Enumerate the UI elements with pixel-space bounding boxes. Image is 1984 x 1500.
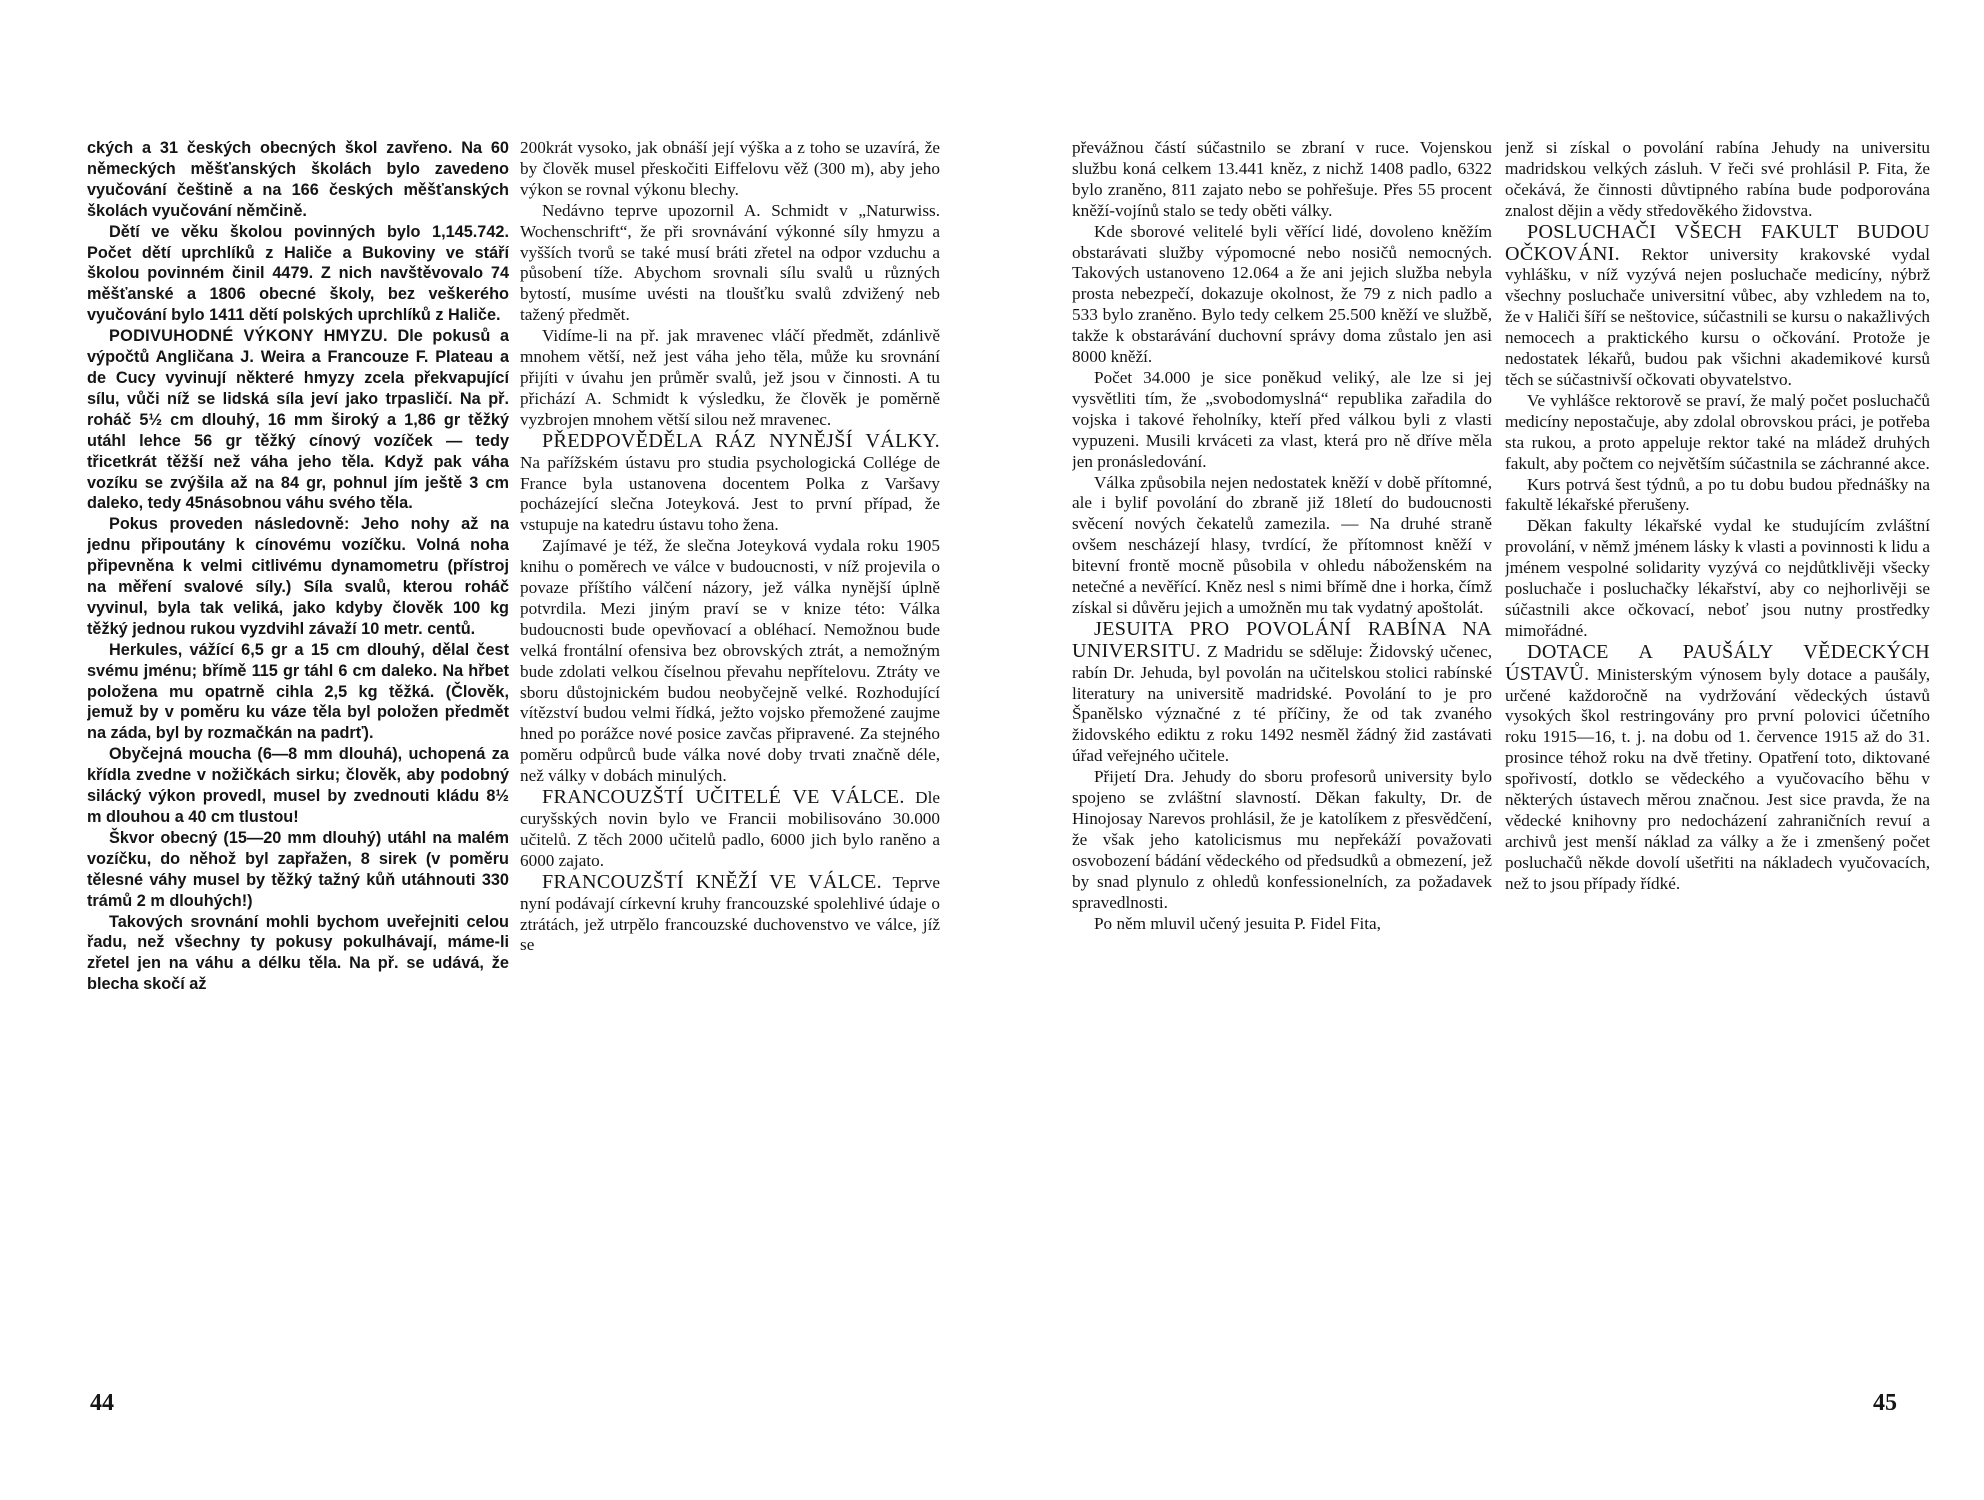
right-page-column-2 xyxy=(1505,138,1930,1388)
body-paragraph: Vidíme-li na př. jak mravenec vláčí předmět, zdánlivě mnohem větší, než jest váha jeho těla, může ku srovnání přijíti v úvahu jen průměr svalů, jež jsou v činnosti. A tu přichází A. Schmidt k výsledku, že člověk je poměrně vyzbrojen mnohem větší silou než mravenec. xyxy=(520,326,940,429)
article-text: Dle curyšských novin bylo ve Francii mobilisováno 30.000 učitelů. Z těch 2000 učitelů padlo, 6000 jich bylo raněno a 6000 zajato. xyxy=(520,788,940,870)
body-paragraph: Škvor obecný (15—20 mm dlouhý) utáhl na malém vozíčku, do něhož byl zapřažen, 8 sirek (v poměru tělesné váhy musel by těžký tažný kůň utáhnouti 330 trámů 2 m dlouhých!) xyxy=(87,828,509,910)
article-paragraph xyxy=(1072,619,1492,767)
body-paragraph: Nedávno teprve upozornil A. Schmidt v „Naturwiss. Wochenschrift“, že při srovnávání výkonné síly hmyzu a vyšších tvorů se také musí bráti zřetel na odpor vzduchu a působení tíže. Abychom srovnali sílu svalů u různých bytostí, musíme uvésti na tloušťku svalů zdvižený neb tažený předmět. xyxy=(520,200,940,325)
article-heading: PŘEDPOVĚDĚLA RÁZ NYNĚJŠÍ VÁLKY. xyxy=(542,429,940,452)
article-paragraph xyxy=(87,326,509,514)
article-text: Dle pokusů a výpočtů Angličana J. Weira a Francouze F. Plateau a de Cucy vyvinují některé hmyzy zcela překvapující sílu, vůči níž se lidská síla jeví jako trpasličí. Na př. roháč 5½ cm dlouhý, 16 mm široký a 1,86 gr těžký utáhl lehce 56 gr těžký cínový vozíček — tedy třicetkrát těžší než váha jeho těla. Když pak váha vozíku se zvýšila až na 84 gr, pohnul jím ještě 3 cm daleko, tedy 45násobnou váhu svého těla. xyxy=(87,327,509,513)
continued-paragraph: převážnou částí súčastnilo se zbraní v ruce. Vojenskou službu koná celkem 13.441 kněz, z nichž 1408 padlo, 6322 bylo zraněno, 811 zajato nebo se pohřešuje. Přes 55 procent kněží-vojínů stalo se tedy oběti války. xyxy=(1072,138,1492,220)
article-heading: FRANCOUZŠTÍ UČITELÉ VE VÁLCE. xyxy=(542,786,905,809)
article-paragraph xyxy=(1505,222,1930,391)
right-page-column-1 xyxy=(1072,138,1492,1388)
article-text: Na pařížském ústavu pro studia psychologická Collége de France byla ustanovena docentem Polka z Varšavy pocházející slečna Joteyková. Jest to první případ, že vstupuje na katedru ústavu toho žena. xyxy=(520,452,940,535)
body-paragraph: Počet 34.000 je sice poněkud veliký, ale lze si jej vysvětliti tím, že „svobodomyslná“ republika zařadila do vojska i takové řeholníky, kteří před válkou byli z vlasti vypuzeni. Musili krváceti za vlast, která pro ně dříve měla jen pronásledování. xyxy=(1072,367,1492,471)
body-paragraph: Válka způsobila nejen nedostatek kněží v době přítomné, ale i bylif povolání do zbraně již 18letí do budoucnosti svěcení nových čekatelů zamezila. — Na druhé straně ovšem nescházejí hlasy, tvrdící, že přítomnost kněží v bitevní frontě mocně působila v ohledu náboženském na netečné a nevěřící. Kněz nesl s nimi břímě dne i horka, čímž získal si důvěru jejich a umožněn mu tak vydatný apoštolát. xyxy=(1072,472,1492,617)
article-paragraph xyxy=(520,787,940,872)
body-paragraph: Pokus proveden následovně: Jeho nohy až na jednu připoutány k cínovému vozíčku. Volná noha připevněna k velmi citlivému dynamometru (přístroj na měření svalové síly.) Síla svalů, kterou roháč vyvinul, byla tak veliká, jako kdyby člověk 100 kg těžký jednou rukou vyzdvihl závaží 10 metr. centů. xyxy=(87,515,509,638)
body-paragraph: Takových srovnání mohli bychom uveřejniti celou řadu, než všechny ty pokusy pokulhávají, máme-li zřetel jen na váhu a délku těla. Na př. se udává, že blecha skočí až xyxy=(87,912,509,994)
article-text: Z Madridu se sděluje: Židovský učenec, rabín Dr. Jehuda, byl povolán na učitelskou stolici rabínské literatury na universitě madridské. Povolání to je pro Španělsko význačné z té příčiny, že od tak zvaného židovského ediktu z roku 1492 nesměl žádný žid zastávati úřad veřejného učitele. xyxy=(1072,641,1492,766)
article-heading: JESUITA PRO POVOLÁNÍ RABÍNA NA UNIVERSITU. xyxy=(1072,617,1492,662)
article-paragraph xyxy=(520,872,940,957)
continued-paragraph: jenž si získal o povolání rabína Jehudy na universitu madridskou velkých zásluh. V řeči své prohlásil P. Fita, že očekává, že činnosti důvtipného rabína bude podporována znalost dějin a vědy středověkého židovstva. xyxy=(1505,138,1930,220)
body-paragraph: Přijetí Dra. Jehudy do sboru profesorů university bylo spojeno se zvláštní slavností. Děkan fakulty, Dr. de Hinojosay Narevos prohlásil, že je katolíkem z přesvědčení, že však jeho katolicismus mu nepřekáží považovati osvobození bádání vědeckého od předsudků a obmezení, jež by snad plynulo z ohledů konfessionelních, za požadavek spravedlnosti. xyxy=(1072,767,1492,912)
article-heading: FRANCOUZŠTÍ KNĚŽÍ VE VÁLCE. xyxy=(542,870,882,893)
page-number-left: 44 xyxy=(90,1390,114,1416)
article-text: Teprve nyní podávají církevní kruhy francouzské spolehlivé údaje o ztrátách, jež utrpělo francouzské duchovenstvo ve válce, jíž se xyxy=(520,872,940,955)
body-paragraph: Dětí ve věku školou povinných bylo 1,145.742. Počet dětí uprchlíků z Haliče a Bukoviny ve stáří školou povinném činil 4479. Z nich navštěvovalo 74 měšťanské a 1806 obecné školy, bez veškerého vyučování bylo 1411 dětí polských uprchlíků z Haliče. xyxy=(87,222,509,325)
article-paragraph xyxy=(520,431,940,537)
body-paragraph: Děkan fakulty lékařské vydal ke studujícím zvláštní provolání, v němž jménem lásky k vlasti a povinnosti k lidu a jménem vespolné solidarity vyzývá co nejdůtklivěji všecky posluchače i posluchačky lékařství, aby co nejhorlivěji se súčastnili akce očkovací, neboť jsou nutny prostředky mimořádné. xyxy=(1505,516,1930,640)
page-number-right: 45 xyxy=(1873,1390,1897,1416)
left-page-column-2 xyxy=(520,138,940,1388)
body-paragraph: Kde sborové velitelé byli věřící lidé, dovoleno kněžím obstarávati služby výpomocné nebo nosičů nemocných. Takových ustanoveno 12.064 a že ani jejich služba nebyla prosta nebezpečí, dokazuje okolnost, že 79 z nich padlo a 533 bylo zraněno. Bylo tedy celkem 25.500 kněží ve službě, takže k obstarávání duchovní správy doma zůstalo jen asi 8000 kněží. xyxy=(1072,221,1492,367)
article-heading: POSLUCHAČI VŠECH FAKULT BUDOU OČKOVÁNI. xyxy=(1505,220,1930,265)
body-paragraph: Kurs potrvá šest týdnů, a po tu dobu budou přednášky na fakultě lékařské přerušeny. xyxy=(1505,474,1930,515)
article-text: Rektor university krakovské vydal vyhlášku, v níž vyzývá nejen posluchače medicíny, nýbrž všechny posluchače universitní vůbec, aby vzhledem na to, že v Haliči šíří se neštovice, súčastnili se kursu o nakažlivých nemocech a praktického kursu o očkování. Protože je nedostatek lékařů, budou pak všichni akademikové kursů těch se súčastnivší očkovati obyvatelstvo. xyxy=(1505,244,1930,389)
body-paragraph: Obyčejná moucha (6—8 mm dlouhá), uchopená za křídla zvedne v nožičkách sirku; člověk, aby podobný silácký výkon provedl, musel by zvednouti kládu 8½ m dlouhou a 40 cm tlustou! xyxy=(87,745,509,826)
continued-paragraph: 200krát vysoko, jak obnáší její výška a z toho se uzavírá, že by člověk musel přeskočiti Eiffelovu věž (300 m), aby jeho výkon se rovnal výkonu blechy. xyxy=(520,138,940,199)
article-paragraph xyxy=(1505,642,1930,895)
left-page-column-1 xyxy=(87,138,509,1388)
article-heading: DOTACE A PAUŠÁLY VĚDECKÝCH ÚSTAVŮ. xyxy=(1505,640,1930,685)
article-heading: PODIVUHODNÉ VÝKONY HMYZU. xyxy=(109,327,388,346)
body-paragraph: Herkules, vážící 6,5 gr a 15 cm dlouhý, dělal čest svému jménu; břímě 115 gr táhl 6 cm daleko. Na hřbet položena mu opatrně cihla 2,5 kg těžká. (Člověk, jemuž by v poměru ku váze těla byl položen předmět na záda, byl by rozmačkán na padrť). xyxy=(87,640,509,743)
body-paragraph: Zajímavé je též, že slečna Joteyková vydala roku 1905 knihu o poměrech ve válce v budoucnosti, v níž projevila o povaze příštího válčení názory, jež válka nynější úplně potvrdila. Mezi jiným praví se v knize této: Válka budoucnosti bude opevňovací a obléhací. Nemožnou bude velká frontální ofensiva bez obrovských ztrát, a nemožným bude zdolati velkou číselnou převahu nepřítelovu. Ztráty ve sboru důstojnickém budou neobyčejně velké. Rozhodující vítězství budou velmi řídká, ježto vojsko přemožené zaujme hned po porážce nové posice zavčas připravené. Za stejného poměru odpůrců bude válka nové doby trvati značně déle, než války v dobách minulých. xyxy=(520,536,940,786)
body-paragraph: Po něm mluvil učený jesuita P. Fidel Fita, xyxy=(1094,913,1381,933)
article-text: Ministerským výnosem byly dotace a paušály, určené každoročně na vydržování vědeckých ústavů vysokých škol restringovány pro první polovici účetního roku 1915—16, t. j. na dobu od 1. července 1915 až do 31. prosince téhož roku na dvě třetiny. Opatření toto, diktované spořivostí, dotklo se vědeckého a vyučovacího běhu v některých ústavech měrou značnou. Jest sice pravda, že na vědecké knihovny pro nedocházení zahraničních revuí a archivů jest menší náklad za války a že i zmenšený počet posluchačů někde dovolí ušetřiti na nákladech vyučovacích, než to jsou případy řídké. xyxy=(1505,664,1930,893)
continued-paragraph: ckých a 31 českých obecných škol zavřeno. Na 60 německých měšťanských školách bylo zavedeno vyučování češtině a na 166 českých měšťanských školách vyučování němčině. xyxy=(87,139,509,220)
body-paragraph: Ve vyhlášce rektorově se praví, že malý počet posluchačů medicíny nepostačuje, aby zdolal obrovskou práci, je potřeba sta rukou, a proto appeluje rektor také na mládež druhých fakult, aby počtem co největším súčastnila se záchranné akce. xyxy=(1505,390,1930,473)
